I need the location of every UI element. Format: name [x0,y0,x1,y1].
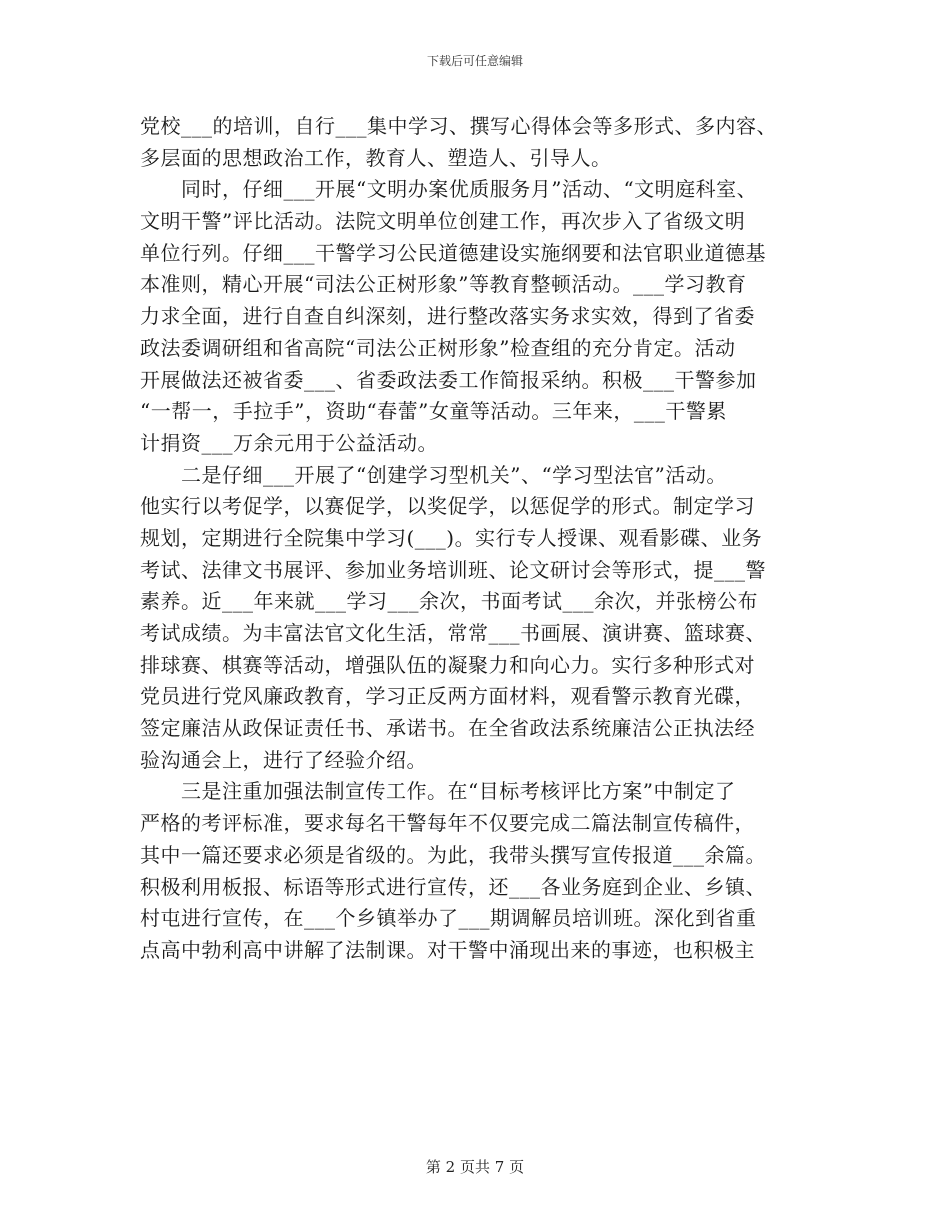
text-line: 党校___的培训，自行___集中学习、撰写心得体会等多形式、多内容、 [140,114,777,138]
text-line: 素养。近___年来就___学习___余次，书面考试___余次，并张榜公布 [140,589,758,614]
text-line: 规划，定期进行全院集中学习(___)。实行专人授课、观看影碟、业务 [140,525,763,550]
text-line: “一帮一，手拉手”，资助“春蕾”女童等活动。三年来，___干警累 [140,399,727,424]
text-line: 考试成绩。为丰富法官文化生活，常常___书画展、演讲赛、篮球赛、 [140,621,766,645]
text-line: 同时，仔细___开展“文明办案优质服务月”活动、“文明庭科室、 [140,177,758,202]
text-line: 力求全面，进行自查自纠深刻，进行整改落实务求实效，得到了省委 [140,304,755,329]
text-line: 严格的考评标准，要求每名干警每年不仅要完成二篇法制宣传稿件， [140,811,755,836]
text-line: 考试、法律文书展评、参加业务培训班、论文研讨会等形式，提___警 [140,557,766,582]
text-line: 文明干警”评比活动。法院文明单位创建工作，再次步入了省级文明 [140,209,746,234]
text-line: 本准则，精心开展“司法公正树形象”等教育整顿活动。___学习教育 [140,272,747,297]
text-line: 党员进行党风廉政教育，学习正反两方面材料，观看警示教育光碟， [140,684,755,709]
text-line: 开展做法还被省委___、省委政法委工作简报采纳。积极___干警参加 [140,367,757,392]
text-line: 签定廉洁从政保证责任书、承诺书。在全省政法系统廉洁公正执法经 [140,716,755,741]
text-line: 村屯进行宣传，在___个乡镇举办了___期调解员培训班。深化到省重 [140,906,757,931]
text-line: 积极利用板报、标语等形式进行宣传，还___各业务庭到企业、乡镇、 [140,874,766,899]
page-header: 下载后可任意编辑 [426,54,523,68]
text-line: 二是仔细___开展了“创建学习型机关”、“学习型法官”活动。 [140,462,727,487]
text-line: 三是注重加强法制宣传工作。在“目标考核评比方案”中制定了 [140,779,736,804]
text-line: 排球赛、棋赛等活动，增强队伍的凝聚力和向心力。实行多种形式对 [140,652,755,677]
text-line: 多层面的思想政治工作，教育人、塑造人、引导人。 [140,145,612,170]
text-line: 其中一篇还要求必须是省级的。为此，我带头撰写宣传报道___余篇。 [140,842,766,867]
text-line: 单位行列。仔细___干警学习公民道德建设实施纲要和法官职业道德基 [140,240,766,265]
document-body [140,111,840,967]
page-footer: 第 2 页共 7 页 [425,1158,525,1176]
text-line: 他实行以考促学，以赛促学，以奖促学，以惩促学的形式。制定学习 [140,494,755,519]
text-line: 计捐资___万余元用于公益活动。 [140,430,438,455]
text-line: 点高中勃利高中讲解了法制课。对干警中涌现出来的事迹，也积极主 [140,937,755,962]
text-line: 验沟通会上，进行了经验介绍。 [140,747,427,772]
text-line: 政法委调研组和省高院“司法公正树形象”检查组的充分肯定。活动 [140,335,736,360]
